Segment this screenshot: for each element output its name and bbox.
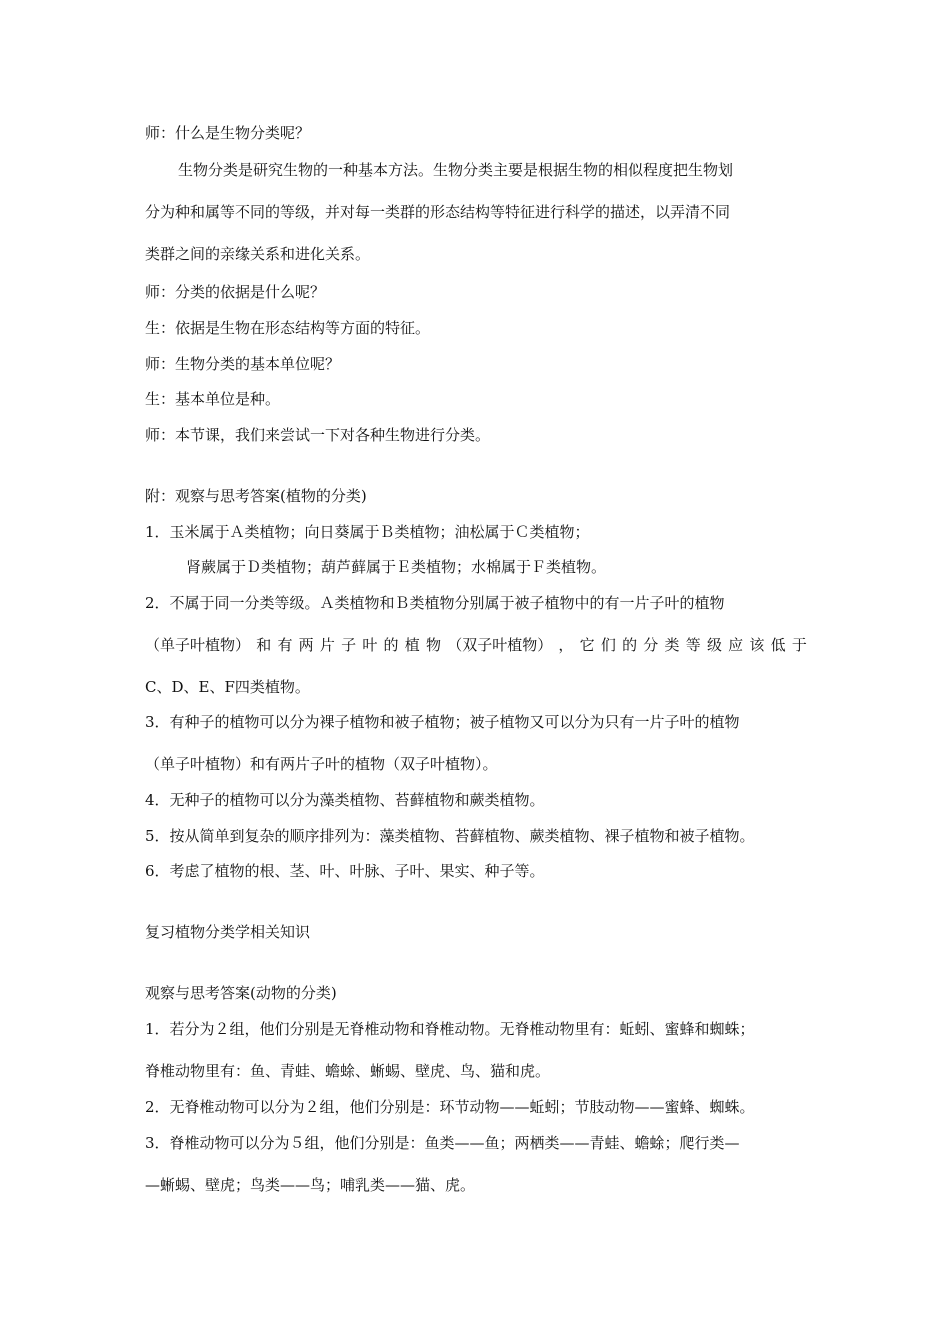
plants-item-3-line-2: （单子叶植物）和有两片子叶的植物（双子叶植物）。 — [145, 755, 498, 773]
review-note: 复习植物分类学相关知识 — [145, 923, 311, 941]
plants-item-6: 6．考虑了植物的根、茎、叶、叶脉、子叶、果实、种子等。 — [145, 862, 545, 880]
animals-item-3-line-2: —蜥蜴、壁虎；鸟类——鸟；哺乳类——猫、虎。 — [145, 1176, 476, 1194]
plants-item-2-line-2: （单子叶植物） 和 有 两 片 子 叶 的 植 物 （双子叶植物） ， 它 们 的 分 类 等 级 应 该 低 于 — [145, 636, 807, 654]
plants-item-2-line-3: C、D、E、F四类植物。 — [145, 678, 310, 696]
teacher-question-3: 师：生物分类的基本单位呢？ — [145, 355, 341, 373]
animals-item-1-line-2: 脊椎动物里有：鱼、青蛙、蟾蜍、蜥蜴、壁虎、鸟、猫和虎。 — [145, 1062, 551, 1080]
animals-item-2: 2．无脊椎动物可以分为２组，他们分别是：环节动物——蚯蚓；节肢动物——蜜蜂、蜘蛛。 — [145, 1098, 755, 1116]
animals-item-3-line-1: 3．脊椎动物可以分为５组，他们分别是：鱼类——鱼；两栖类——青蛙、蟾蜍；爬行类— — [145, 1134, 740, 1152]
plants-item-4: 4．无种子的植物可以分为藻类植物、苔藓植物和蕨类植物。 — [145, 791, 545, 809]
plants-item-3-line-1: 3．有种子的植物可以分为裸子植物和被子植物；被子植物又可以分为只有一片子叶的植物 — [145, 713, 740, 731]
student-answer-3: 生：基本单位是种。 — [145, 390, 281, 408]
intro-paragraph-line-2: 分为种和属等不同的等级，并对每一类群的形态结构等特征进行科学的描述，以弄清不同 — [145, 203, 731, 221]
intro-paragraph-line-1: 生物分类是研究生物的一种基本方法。生物分类主要是根据生物的相似程度把生物划 — [178, 161, 734, 179]
plants-item-2-line-1: 2．不属于同一分类等级。Ａ类植物和Ｂ类植物分别属于被子植物中的有一片子叶的植物 — [145, 594, 725, 612]
teacher-statement: 师：本节课，我们来尝试一下对各种生物进行分类。 — [145, 426, 491, 444]
intro-paragraph-line-3: 类群之间的亲缘关系和进化关系。 — [145, 245, 371, 263]
animals-section-heading: 观察与思考答案(动物的分类) — [145, 984, 337, 1002]
teacher-question-2: 师：分类的依据是什么呢？ — [145, 283, 326, 301]
plants-item-5: 5．按从简单到复杂的顺序排列为：藻类植物、苔藓植物、蕨类植物、裸子植物和被子植物。 — [145, 827, 755, 845]
teacher-question-1: 师：什么是生物分类呢？ — [145, 124, 311, 142]
plants-item-1-line-1: 1．玉米属于Ａ类植物；向日葵属于Ｂ类植物；油松属于Ｃ类植物； — [145, 523, 590, 541]
plants-item-1-line-2: 肾蕨属于Ｄ类植物；葫芦藓属于Ｅ类植物；水棉属于Ｆ类植物。 — [186, 558, 607, 576]
plants-section-heading: 附：观察与思考答案(植物的分类) — [145, 487, 367, 505]
animals-item-1-line-1: 1．若分为２组，他们分别是无脊椎动物和脊椎动物。无脊椎动物里有：蚯蚓、蜜蜂和蜘蛛； — [145, 1020, 755, 1038]
student-answer-2: 生：依据是生物在形态结构等方面的特征。 — [145, 319, 431, 337]
